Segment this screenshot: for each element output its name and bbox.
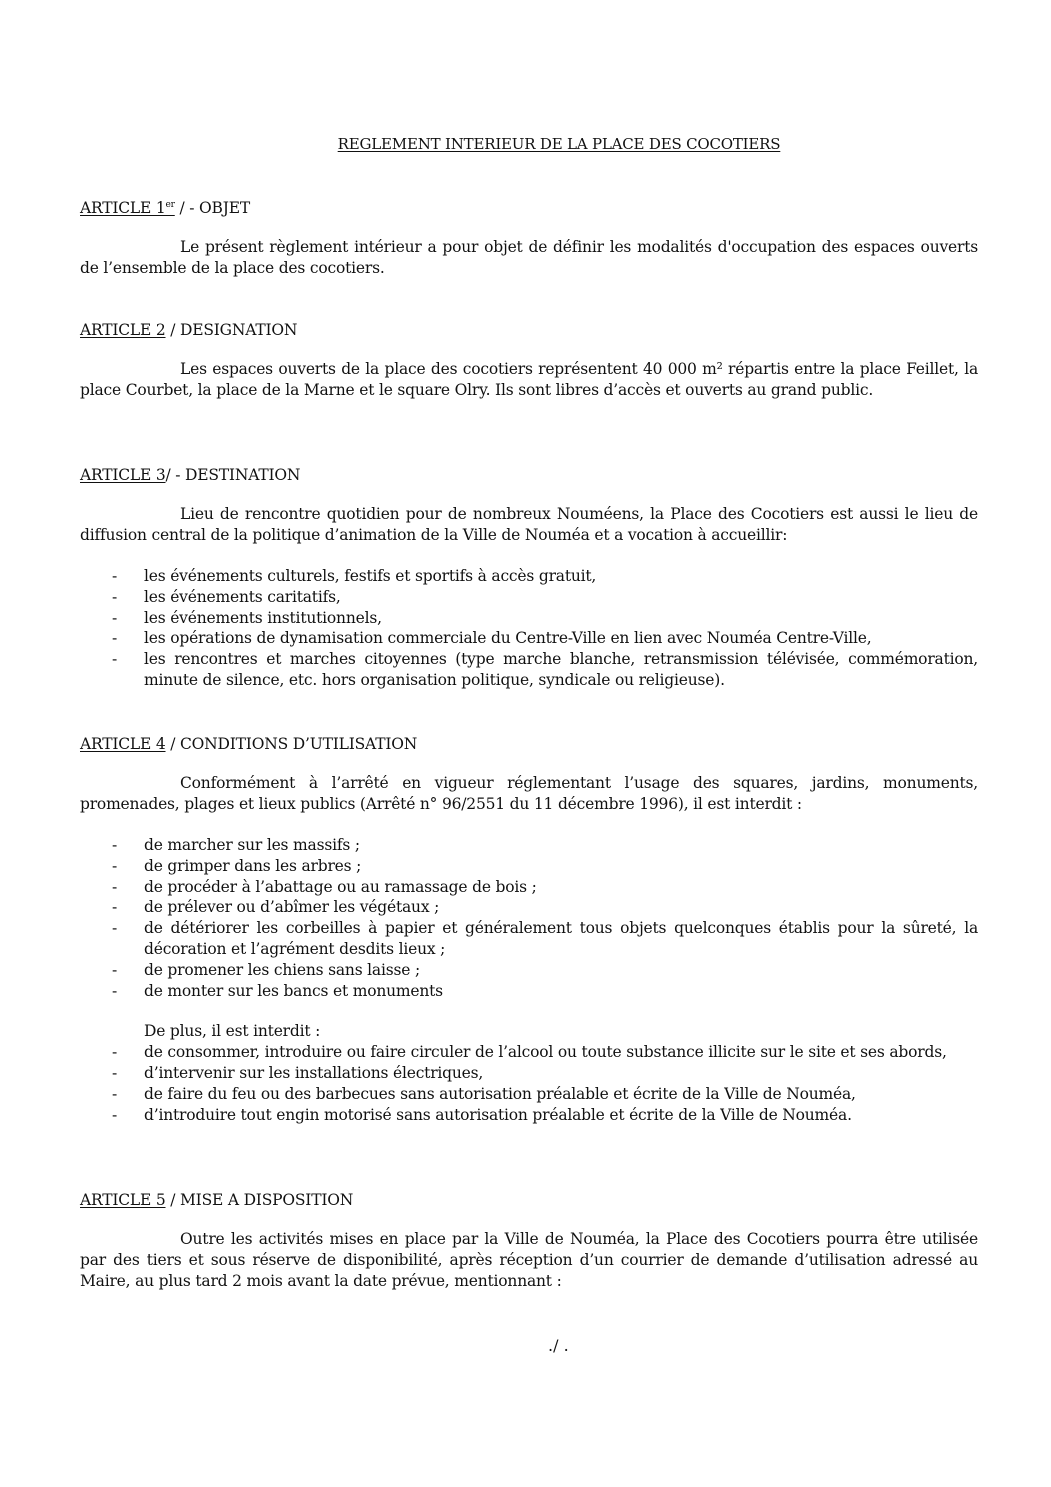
article-1-text: Le présent règlement intérieur a pour objet de définir les modalités d'occupation des espaces ouverts de l’ensemble de la place des cocotiers.: [80, 238, 978, 278]
document-title: REGLEMENT INTERIEUR DE LA PLACE DES COCOTIERS: [337, 135, 781, 153]
article-3-list: [80, 566, 978, 691]
article-5-text: Outre les activités mises en place par la Ville de Nouméa, la Place des Cocotiers pourra être utilisée par des tiers et sous réserve de disponibilité, après réception d’un courrier de demande d’utilisation adressé au Maire, au plus tard 2 mois avant la date prévue, mentionnant :: [80, 1230, 978, 1290]
document-page: [80, 0, 978, 1487]
list-item: - de promener les chiens sans laisse ;: [112, 960, 420, 979]
article-4-text: Conformément à l’arrêté en vigueur réglementant l’usage des squares, jardins, monuments, promenades, plages et lieux publics (Arrêté n° 96/2551 du 11 décembre 1996), il est interdit :: [80, 774, 978, 813]
list-item: - les opérations de dynamisation commerciale du Centre-Ville en lien avec Nouméa Centre-Ville,: [112, 629, 872, 648]
article-3: [80, 465, 978, 691]
article-2: [80, 320, 978, 401]
list-item: - les événements institutionnels,: [112, 608, 382, 627]
article-2-text: Les espaces ouverts de la place des cocotiers représentent 40 000 m² répartis entre la place Feillet, la place Courbet, la place de la Marne et le square Olry. Ils sont libres d’accès et ouverts au grand public.: [80, 360, 978, 399]
article-1-heading: ARTICLE 1er / - OBJET: [80, 199, 250, 218]
list-item: - d’introduire tout engin motorisé sans autorisation préalable et écrite de la Ville de Nouméa.: [112, 1105, 852, 1124]
article-3-text: Lieu de rencontre quotidien pour de nombreux Nouméens, la Place des Cocotiers est aussi le lieu de diffusion central de la politique d’animation de la Ville de Nouméa et a vocation à accueillir:: [80, 505, 978, 544]
list-item: - de détériorer les corbeilles à papier et généralement tous objets quelconques établis pour la sûreté, la décoration et l’agrément desdits lieux ;: [112, 919, 978, 958]
list-item: - de monter sur les bancs et monuments: [112, 981, 443, 1000]
list-item: - de marcher sur les massifs ;: [112, 836, 360, 854]
article-4-list: [80, 835, 978, 1001]
article-5-heading: ARTICLE 5 / MISE A DISPOSITION: [80, 1191, 354, 1209]
article-4-more-intro: De plus, il est interdit :: [144, 1022, 321, 1041]
list-item: - de faire du feu ou des barbecues sans autorisation préalable et écrite de la Ville de Nouméa,: [112, 1084, 856, 1103]
article-4-more-list: [80, 1042, 978, 1125]
list-item: - de consommer, introduire ou faire circuler de l’alcool ou toute substance illicite sur le site et ses abords,: [112, 1043, 947, 1062]
article-1: [80, 195, 978, 279]
article-3-heading: ARTICLE 3/ - DESTINATION: [80, 466, 301, 484]
list-item: - les événements culturels, festifs et sportifs à accès gratuit,: [112, 567, 597, 585]
article-2-heading: ARTICLE 2 / DESIGNATION: [80, 321, 298, 339]
list-item: - les rencontres et marches citoyennes (type marche blanche, retransmission télévisée, commémoration, minute de silence, etc. hors organisation politique, syndicale ou religieuse).: [112, 650, 978, 689]
list-item: - de prélever ou d’abîmer les végétaux ;: [112, 898, 440, 917]
page-continuation-marker: ./ .: [548, 1336, 569, 1355]
article-4: [80, 734, 978, 1126]
list-item: - de grimper dans les arbres ;: [112, 856, 362, 875]
list-item: - les événements caritatifs,: [112, 587, 341, 606]
article-4-heading: ARTICLE 4 / CONDITIONS D’UTILISATION: [80, 735, 418, 753]
list-item: - de procéder à l’abattage ou au ramassage de bois ;: [112, 877, 537, 896]
article-5: [80, 1190, 978, 1292]
list-item: - d’intervenir sur les installations électriques,: [112, 1064, 484, 1083]
